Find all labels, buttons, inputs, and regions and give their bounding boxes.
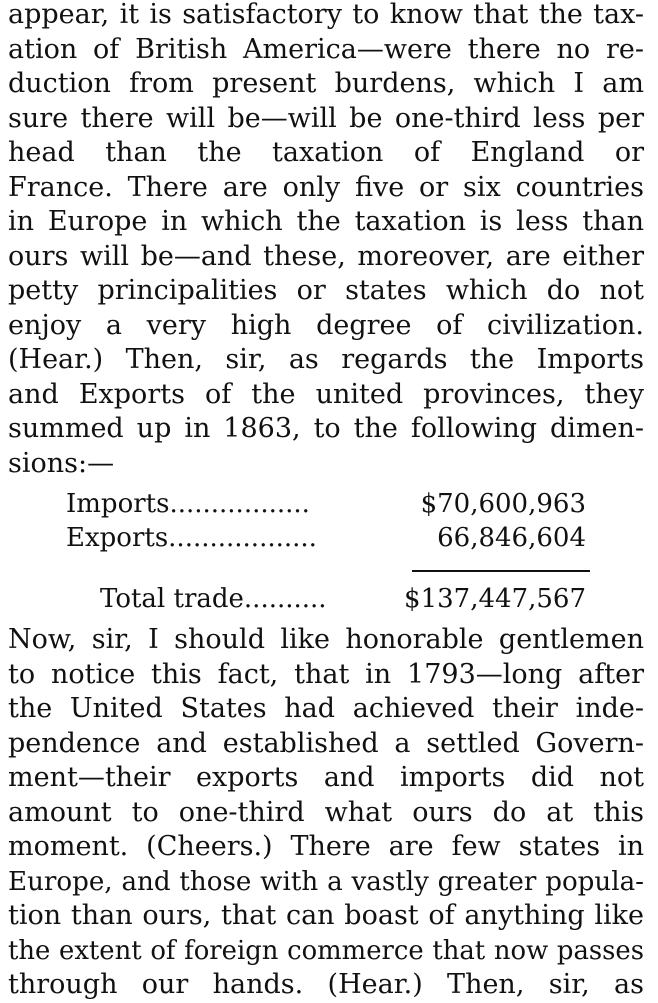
imports-row [66, 487, 586, 521]
text-line: appear, it is satisfactory to know that the tax- [8, 0, 644, 30]
total-rule [412, 570, 590, 572]
imports-value: $70,600,963 [420, 489, 586, 519]
text-line: duction from present burdens, which I am [8, 68, 644, 99]
text-line: ment—their exports and imports did not [8, 762, 644, 793]
text-line: the United States had achieved their inde- [8, 693, 644, 724]
text-line: enjoy a very high degree of civilization. [8, 309, 644, 341]
text-line: to notice this fact, that in 1793—long after [8, 658, 644, 690]
text-line: petty principalities or states which do not [8, 275, 644, 306]
text-line: tion than ours, that can boast of anything like [8, 900, 644, 931]
exports-row [66, 521, 586, 555]
exports-value: 66,846,604 [437, 523, 586, 553]
total-value: $137,447,567 [404, 584, 586, 614]
paragraph-commerce [8, 623, 644, 1003]
text-line: ours will be—and these, moreover, are either [8, 240, 644, 272]
paragraph-taxation [8, 0, 644, 481]
text-line: pendence and established a settled Govern- [8, 727, 644, 759]
text-line: amount to one-third what ours do at this [8, 796, 644, 828]
exports-label: Exports.................. [66, 523, 317, 553]
text-line: (Hear.) Then, sir, as regards the Imports [8, 344, 644, 375]
text-line: Europe, and those with a vastly greater popula- [8, 866, 644, 897]
text-line: head than the taxation of England or [8, 137, 644, 168]
total-label: Total trade.......... [100, 584, 327, 614]
text-line: moment. (Cheers.) There are few states in [8, 831, 644, 862]
imports-label: Imports................. [66, 489, 310, 519]
text-line: summed up in 1863, to the following dimen- [8, 413, 644, 444]
text-line: ation of British America—were there no re- [8, 33, 644, 65]
text-line: through our hands. (Hear.) Then, sir, as [8, 969, 644, 1000]
text-line: the extent of foreign commerce that now passes [8, 935, 644, 966]
text-line: Now, sir, I should like honorable gentlemen [8, 624, 644, 655]
text-line: sions:— [8, 447, 115, 479]
text-line: sure there will be—will be one-third less per [8, 102, 644, 134]
text-line: and Exports of the united provinces, they [8, 378, 644, 410]
total-row [100, 582, 586, 616]
text-line: in Europe in which the taxation is less than [8, 206, 644, 237]
text-line: France. There are only five or six countries [8, 171, 644, 203]
